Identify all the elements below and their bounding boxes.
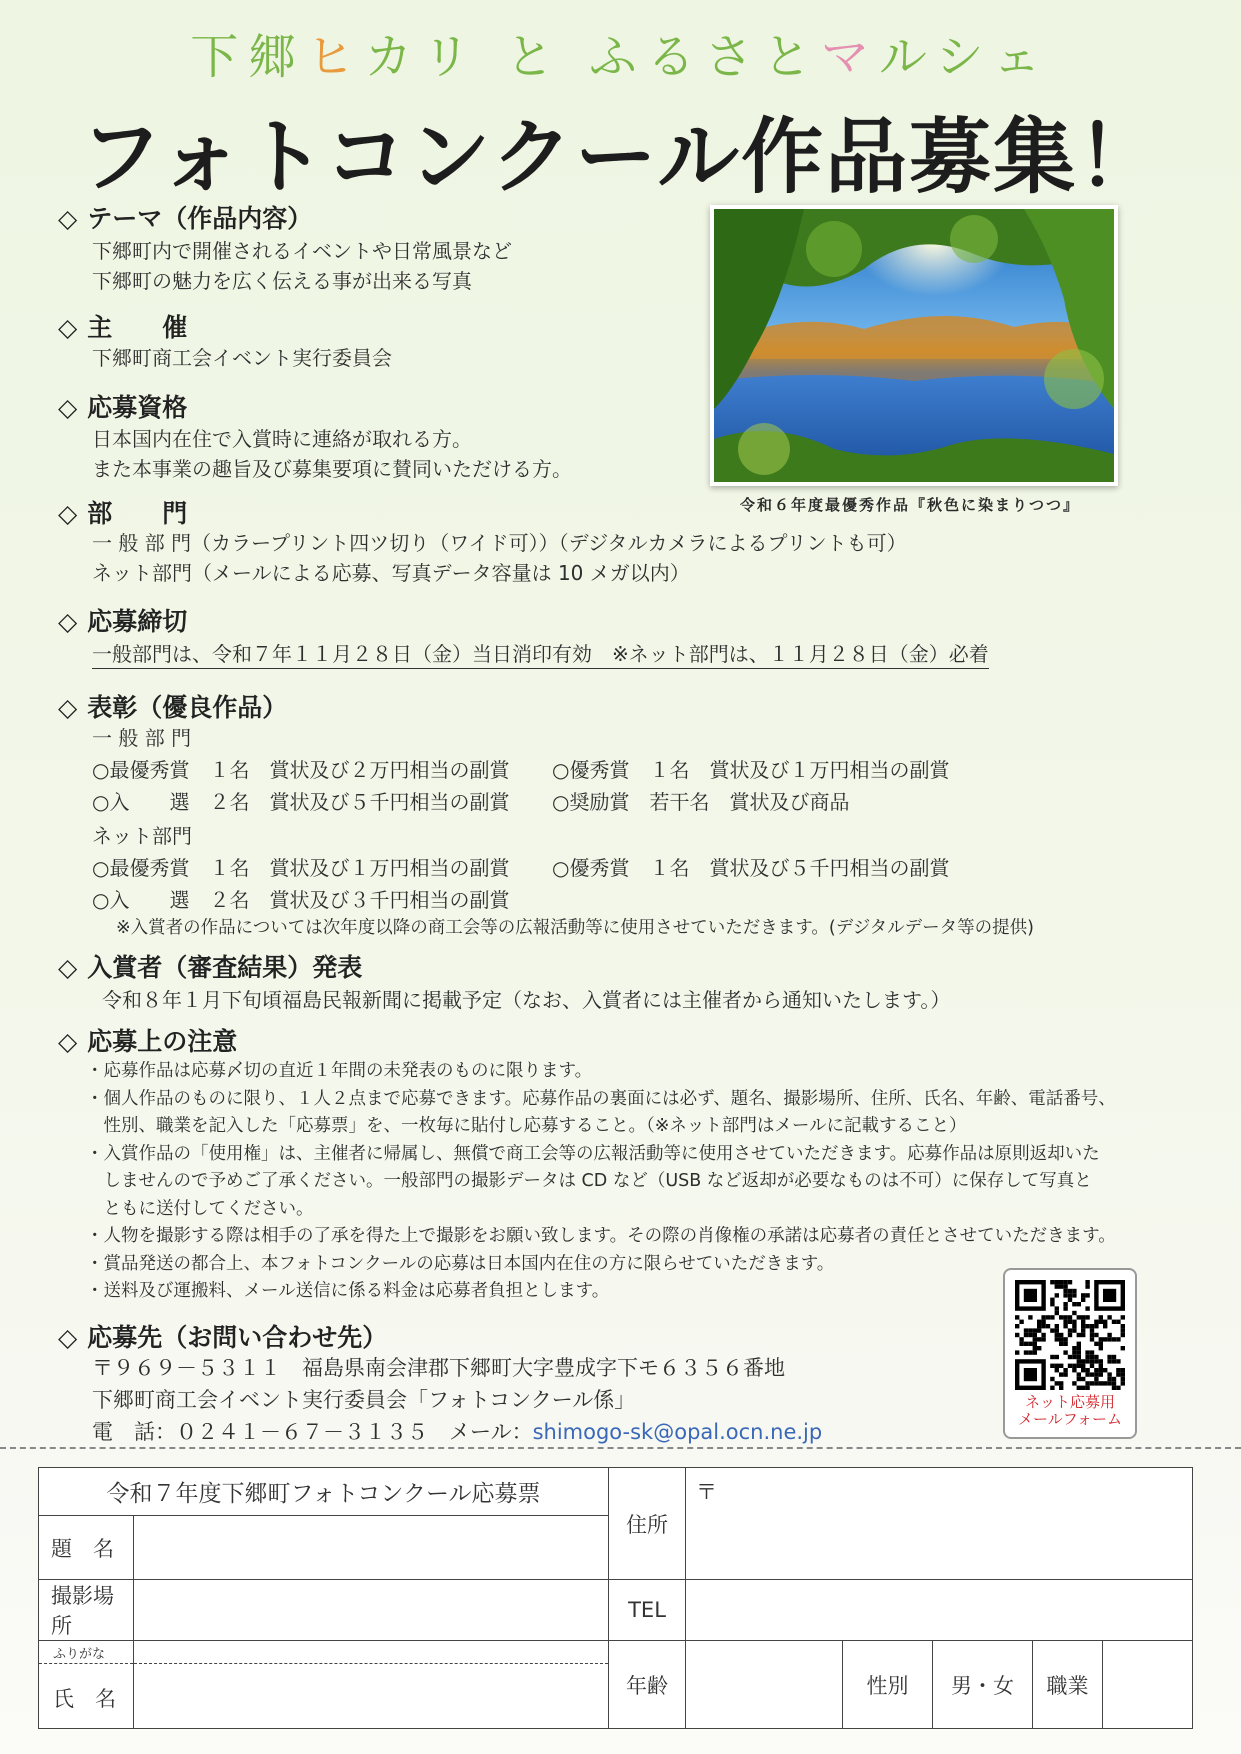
section-announcement-heading: ◇ 入賞者（審査結果）発表 bbox=[58, 953, 363, 982]
section-theme-heading: ◇ テーマ（作品内容） bbox=[58, 204, 313, 233]
list-item: ・賞品発送の都合上、本フォトコンクールの応募は日本国内在住の方に限らせていただきます。 bbox=[86, 1253, 835, 1274]
list-item: ともに送付してください。 bbox=[86, 1198, 314, 1219]
diamond-icon: ◇ bbox=[58, 393, 78, 422]
postal-mark: 〒 bbox=[696, 1480, 718, 1504]
job-field[interactable] bbox=[1103, 1641, 1193, 1729]
diamond-icon: ◇ bbox=[58, 607, 78, 636]
lake-autumn-image bbox=[714, 209, 1114, 482]
qr-label: ネット応募用 メールフォーム bbox=[1018, 1393, 1122, 1428]
section-deadline-heading: ◇ 応募締切 bbox=[58, 607, 188, 636]
contact-address: 〒９６９－５３１１ 福島県南会津郡下郷町大字豊成字下モ６３５６番地 bbox=[92, 1356, 785, 1380]
awards-net-label: ネット部門 bbox=[92, 824, 192, 848]
eligibility-text: 日本国内在住で入賞時に連絡が取れる方。 また本事業の趣旨及び募集要項に賛同いただける方。 bbox=[92, 427, 572, 481]
section-category-heading: ◇ 部 門 bbox=[58, 499, 188, 528]
tel-label: TEL bbox=[609, 1580, 686, 1641]
list-item: ・個人作品のものに限り、１人２点まで応募できます。応募作品の裏面には必ず、題名、撮影場所、住所、氏名、年齢、電話番号、 bbox=[86, 1088, 1116, 1109]
section-eligibility-heading: ◇ 応募資格 bbox=[58, 393, 188, 422]
list-item: しませんので予めご了承ください。一般部門の撮影データは CD など（USB など返却が必要なものは不可）に保存して写真と bbox=[86, 1171, 1092, 1191]
gender-label: 性別 bbox=[843, 1641, 933, 1729]
diamond-icon: ◇ bbox=[58, 313, 78, 342]
host-text: 下郷町商工会イベント実行委員会 bbox=[92, 346, 392, 370]
diamond-icon: ◇ bbox=[58, 499, 78, 528]
location-label: 撮影場所 bbox=[39, 1580, 134, 1641]
award-net-3: ○入 選 ２名 賞状及び３千円相当の副賞 bbox=[92, 888, 510, 912]
furigana-label: ふりがな bbox=[53, 1647, 106, 1662]
awards-general-label: 一 般 部 門 bbox=[92, 726, 192, 750]
diamond-icon: ◇ bbox=[58, 1027, 78, 1056]
deadline-text: 一般部門は、令和７年１１月２８日（金）当日消印有効 ※ネット部門は、１１月２８日（金）必着 bbox=[92, 639, 989, 669]
diamond-icon: ◇ bbox=[58, 693, 78, 722]
age-field[interactable] bbox=[686, 1641, 843, 1729]
name-field[interactable] bbox=[134, 1641, 609, 1729]
list-item: ・人物を撮影する際は相手の了承を得た上で撮影をお願い致します。その際の肖像権の承諾は応募者の責任とさせていただきます。 bbox=[86, 1226, 1116, 1246]
award-general-2: ○優秀賞 １名 賞状及び１万円相当の副賞 bbox=[552, 758, 950, 782]
diamond-icon: ◇ bbox=[58, 204, 78, 233]
section-contact-heading: ◇ 応募先（お問い合わせ先） bbox=[58, 1323, 388, 1352]
list-item: ・入賞作品の「使用権」は、主催者に帰属し、無償で商工会等の広報活動等に使用させていただきます。応募作品は原則返却いた bbox=[86, 1143, 1100, 1164]
list-item: ・応募作品は応募〆切の直近１年間の未発表のものに限ります。 bbox=[86, 1061, 593, 1081]
section-notes-heading: ◇ 応募上の注意 bbox=[58, 1027, 238, 1056]
age-label: 年齢 bbox=[609, 1641, 686, 1729]
name-label-cell bbox=[39, 1641, 134, 1729]
cut-line bbox=[0, 1447, 1241, 1449]
award-general-4: ○奨励賞 若干名 賞状及び商品 bbox=[552, 790, 850, 814]
photo-caption: 令和６年度最優秀作品『秋色に染まりつつ』 bbox=[739, 496, 1080, 514]
name-label: 氏 名 bbox=[53, 1687, 116, 1711]
diamond-icon: ◇ bbox=[58, 953, 78, 982]
category-text: 一 般 部 門（カラープリント四ツ切り（ワイド可））（デジタルカメラによるプリントも可） ネット部門（メールによる応募、写真データ容量は 10 メガ以内） bbox=[92, 531, 907, 585]
tel-field[interactable] bbox=[686, 1580, 1193, 1641]
address-field[interactable] bbox=[686, 1468, 1193, 1580]
list-item: ・送料及び運搬料、メール送信に係る料金は応募者負担とします。 bbox=[86, 1281, 610, 1301]
job-label: 職業 bbox=[1033, 1641, 1103, 1729]
award-general-3: ○入 選 ２名 賞状及び５千円相当の副賞 bbox=[92, 790, 510, 814]
contact-text bbox=[92, 1352, 822, 1448]
gender-options[interactable]: 男・女 bbox=[933, 1641, 1033, 1729]
title-field[interactable] bbox=[134, 1516, 609, 1580]
notes-list bbox=[86, 1058, 1116, 1306]
form-title: 令和７年度下郷町フォトコンクール応募票 bbox=[39, 1468, 609, 1516]
title-label: 題 名 bbox=[39, 1516, 134, 1580]
theme-text: 下郷町内で開催されるイベントや日常風景など 下郷町の魅力を広く伝える事が出来る写真 bbox=[92, 239, 512, 293]
section-host-heading: ◇ 主 催 bbox=[58, 313, 188, 342]
award-general-1: ○最優秀賞 １名 賞状及び２万円相当の副賞 bbox=[92, 758, 510, 782]
award-net-2: ○優秀賞 １名 賞状及び５千円相当の副賞 bbox=[552, 856, 950, 880]
address-label: 住所 bbox=[609, 1468, 686, 1580]
event-subtitle: 下郷ヒカリ と ふるさとマルシェ bbox=[190, 29, 1051, 85]
award-photo bbox=[710, 205, 1118, 486]
awards-note: ※入賞者の作品については次年度以降の商工会等の広報活動等に使用させていただきます。(デジタルデータ等の提供) bbox=[116, 918, 1035, 938]
application-form bbox=[38, 1467, 1193, 1729]
contact-org: 下郷町商工会イベント実行委員会「フォトコンクール係」 bbox=[92, 1388, 636, 1412]
announcement-text: 令和８年１月下旬頃福島民報新聞に掲載予定（なお、入賞者には主催者から通知いたします。） bbox=[102, 988, 951, 1012]
diamond-icon: ◇ bbox=[58, 1323, 78, 1352]
list-item: 性別、職業を記入した「応募票」を、一枚毎に貼付し応募すること。（※ネット部門はメールに記載すること） bbox=[86, 1116, 967, 1136]
email-link[interactable]: shimogo-sk@opal.ocn.ne.jp bbox=[532, 1420, 823, 1444]
section-awards-heading: ◇ 表彰（優良作品） bbox=[58, 693, 288, 722]
location-field[interactable] bbox=[134, 1580, 609, 1641]
qr-code-icon bbox=[1015, 1280, 1125, 1390]
contact-phone: 電 話：０２４１－６７－３１３５ メール：shimogo-sk@opal.ocn.ne.jp bbox=[92, 1420, 823, 1444]
award-net-1: ○最優秀賞 １名 賞状及び１万円相当の副賞 bbox=[92, 856, 510, 880]
page-title: フォトコンクール作品募集！ bbox=[79, 110, 1162, 205]
